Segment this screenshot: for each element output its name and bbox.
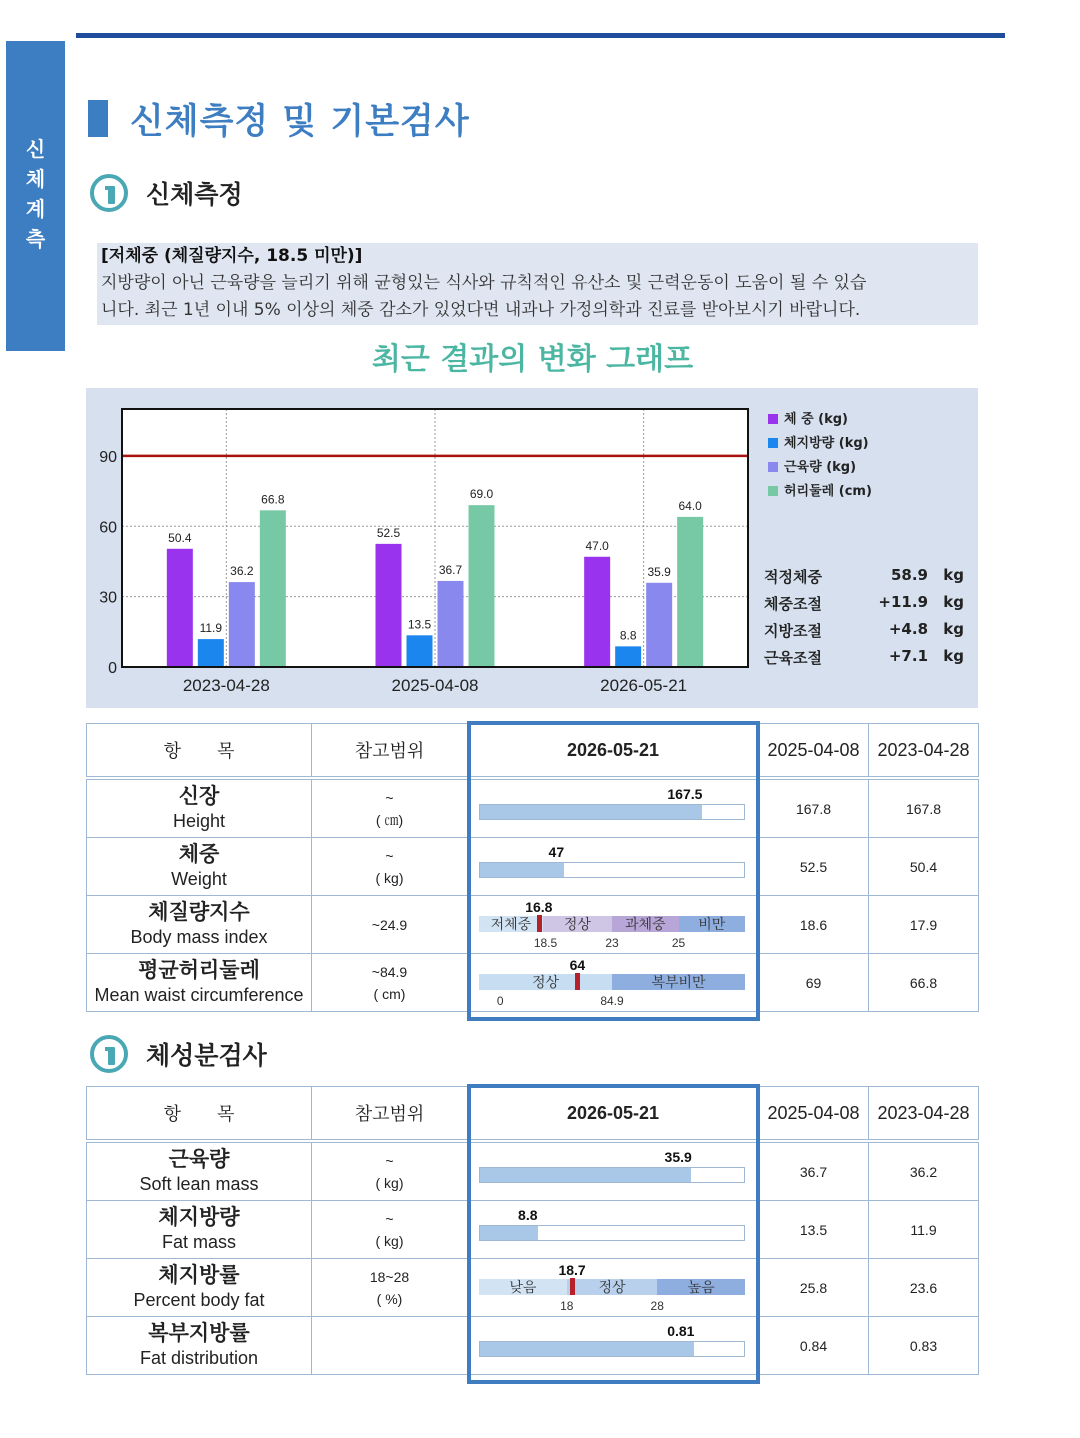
- adjustment-value: +4.8: [888, 620, 928, 638]
- range-tick-label: 18.5: [533, 936, 558, 950]
- item-cell: [87, 1141, 312, 1201]
- item-name-en: Weight: [171, 868, 227, 889]
- ref-range: ~: [385, 1210, 394, 1227]
- x-tick-label: 2025-04-08: [391, 676, 479, 695]
- notice-title: [저체중 (체질량지수, 18.5 미만)]: [101, 246, 363, 266]
- prev-result-2: 23.6: [869, 1259, 979, 1317]
- ref-range: ~: [385, 789, 394, 806]
- chart-legend: [768, 408, 872, 504]
- prev-result-1: 0.84: [759, 1317, 869, 1375]
- range-segment-label: 저체중: [490, 916, 532, 932]
- range-tick-label: 23: [605, 936, 619, 950]
- prev-result-2: 0.83: [869, 1317, 979, 1375]
- ref-range-cell: [312, 1141, 468, 1201]
- item-cell: [87, 1317, 312, 1375]
- prev-result-1: 25.8: [759, 1259, 869, 1317]
- prev-result-1: 52.5: [759, 838, 869, 896]
- item-name-ko: 복부지방률: [148, 1321, 250, 1345]
- prev-result-1: 13.5: [759, 1201, 869, 1259]
- weight-adjustment-panel: [764, 566, 964, 674]
- range-segment-label: 정상: [531, 974, 560, 990]
- header-prev-date-2: 2023-04-28: [869, 724, 979, 779]
- data-label: 11.9: [199, 621, 223, 636]
- prev-result-1: 36.7: [759, 1141, 869, 1201]
- current-column-highlight: [467, 1084, 760, 1384]
- y-tick-label: 90: [99, 448, 117, 466]
- range-tick-label: 84.9: [600, 994, 624, 1008]
- range-segment-label: 복부비만: [651, 974, 706, 990]
- prev-result-2: 11.9: [869, 1201, 979, 1259]
- y-tick-label: 30: [99, 589, 117, 607]
- item-name-en: Soft lean mass: [139, 1173, 259, 1194]
- legend-label: 체 중 (kg): [784, 412, 849, 427]
- range-segment-label: 높음: [687, 1279, 715, 1295]
- ref-range-cell: [312, 1259, 468, 1317]
- legend-entry: [768, 408, 872, 432]
- item-name-ko: 근육량: [168, 1147, 230, 1171]
- prev-result-2: 17.9: [869, 896, 979, 954]
- header-item: 항 목: [87, 1087, 312, 1142]
- item-cell: [87, 778, 312, 838]
- header-item: 항 목: [87, 724, 312, 779]
- item-name-en: Percent body fat: [133, 1289, 265, 1310]
- data-label: 50.4: [168, 530, 192, 545]
- chart-bar: [167, 549, 193, 667]
- item-name-ko: 평균허리둘레: [138, 958, 260, 982]
- adjustment-label: 지방조절: [764, 622, 822, 640]
- result-value: 35.9: [664, 1149, 692, 1165]
- prev-result-1: 167.8: [759, 778, 869, 838]
- data-label: 64.0: [678, 498, 702, 513]
- x-tick-label: 2023-04-28: [182, 676, 270, 695]
- adjustment-value: +11.9: [878, 593, 928, 611]
- chart-bar: [229, 582, 255, 667]
- item-name-en: Body mass index: [130, 926, 268, 947]
- y-tick-label: 0: [108, 660, 117, 677]
- result-value: 47: [548, 844, 565, 860]
- adjustment-row: [764, 593, 964, 620]
- adjustment-unit: kg: [943, 647, 964, 665]
- side-tab-char: 측: [25, 227, 46, 251]
- ref-range-cell: [312, 896, 468, 954]
- prev-result-1: 18.6: [759, 896, 869, 954]
- ref-range-cell: [312, 838, 468, 896]
- result-value: 64: [569, 957, 586, 973]
- data-label: 36.2: [230, 564, 254, 579]
- data-label: 52.5: [376, 525, 401, 540]
- x-tick-label: 2026-05-21: [600, 676, 688, 695]
- data-label: 13.5: [407, 617, 432, 632]
- item-name-en: Fat mass: [161, 1231, 236, 1252]
- section-title-body-composition: 체성분검사: [146, 1041, 267, 1070]
- notice-box: [97, 243, 978, 325]
- ref-range: ~: [385, 1152, 394, 1169]
- item-name-ko: 체지방량: [158, 1205, 240, 1229]
- ref-range: ~84.9: [371, 963, 408, 980]
- result-value: 8.8: [518, 1207, 538, 1223]
- header-prev-date-1: 2025-04-08: [759, 1087, 869, 1142]
- chart-bar: [260, 510, 286, 667]
- side-section-tab: [6, 41, 65, 351]
- header-current-date: 2026-05-21: [468, 1087, 759, 1142]
- ref-unit: ( kg): [375, 869, 404, 886]
- chart-bar: [469, 505, 495, 667]
- legend-label: 체지방량 (kg): [784, 436, 869, 451]
- header-prev-date-2: 2023-04-28: [869, 1087, 979, 1142]
- data-label: 35.9: [647, 564, 671, 579]
- result-value: 167.5: [667, 786, 703, 802]
- item-cell: [87, 838, 312, 896]
- adjustment-unit: kg: [943, 620, 964, 638]
- prev-result-2: 167.8: [869, 778, 979, 838]
- chart-bar: [407, 635, 433, 667]
- ref-unit: ( %): [376, 1290, 403, 1307]
- adjustment-unit: kg: [943, 593, 964, 611]
- legend-swatch: [768, 414, 778, 424]
- prev-result-1: 69: [759, 954, 869, 1012]
- notice-line: 지방량이 아닌 근육량을 늘리기 위해 균형있는 식사와 규칙적인 유산소 및 근력운동이 도움이 될 수 있습: [101, 273, 867, 293]
- item-cell: [87, 1201, 312, 1259]
- section-number-icon: [90, 1035, 128, 1073]
- prev-result-2: 36.2: [869, 1141, 979, 1201]
- ref-range-cell: [312, 954, 468, 1012]
- graph-title: 최근 결과의 변화 그래프: [371, 342, 694, 377]
- item-name-ko: 체중: [178, 842, 220, 866]
- range-segment-label: 정상: [563, 916, 591, 932]
- adjustment-row: [764, 647, 964, 674]
- range-segment-label: 과체중: [624, 916, 666, 932]
- header-prev-date-1: 2025-04-08: [759, 724, 869, 779]
- ref-range-cell: [312, 1317, 468, 1375]
- ref-unit: ( kg): [375, 1232, 404, 1249]
- range-tick-label: 25: [671, 936, 686, 950]
- item-name-ko: 체지방률: [158, 1263, 240, 1287]
- item-name-en: Fat distribution: [139, 1347, 259, 1368]
- ref-unit: ( kg): [375, 1174, 404, 1191]
- header-current-date: 2026-05-21: [468, 724, 759, 779]
- adjustment-row: [764, 620, 964, 647]
- legend-swatch: [768, 438, 778, 448]
- ref-range: ~24.9: [371, 916, 408, 933]
- side-tab-char: 체: [25, 167, 46, 191]
- range-segment-label: 정상: [598, 1279, 626, 1295]
- item-name-en: Mean waist circumference: [94, 984, 304, 1005]
- data-label: 69.0: [469, 487, 494, 502]
- legend-swatch: [768, 486, 778, 496]
- chart-bar: [438, 581, 464, 667]
- range-tick-label: 28: [650, 1299, 664, 1313]
- result-value: 18.7: [558, 1262, 586, 1278]
- ref-range-cell: [312, 1201, 468, 1259]
- item-name-ko: 체질량지수: [148, 900, 250, 924]
- result-value: 16.8: [525, 899, 553, 915]
- title-marker: [88, 100, 108, 137]
- chart-bar: [584, 557, 610, 667]
- header-ref-range: 참고범위: [312, 724, 468, 779]
- legend-entry: [768, 480, 872, 504]
- ref-unit: ( cm): [373, 985, 406, 1002]
- side-tab-char: 계: [25, 197, 46, 221]
- chart-bar: [615, 646, 641, 667]
- adjustment-label: 체중조절: [764, 595, 822, 613]
- adjustment-row: [764, 566, 964, 593]
- chart-bar: [646, 583, 672, 667]
- ref-range: ~: [385, 847, 394, 864]
- legend-label: 허리둘레 (cm): [784, 484, 872, 499]
- legend-swatch: [768, 462, 778, 472]
- item-cell: [87, 896, 312, 954]
- side-tab-char: 신: [25, 137, 46, 161]
- page-title: 신체측정 및 기본검사: [130, 102, 470, 142]
- item-cell: [87, 954, 312, 1012]
- y-tick-label: 60: [99, 519, 117, 537]
- legend-entry: [768, 432, 872, 456]
- header-ref-range: 참고범위: [312, 1087, 468, 1142]
- range-tick-label: 18: [560, 1299, 574, 1313]
- adjustment-unit: kg: [943, 566, 964, 584]
- data-label: 47.0: [585, 538, 609, 553]
- ref-range-cell: [312, 778, 468, 838]
- item-name-en: Height: [172, 810, 226, 831]
- section-title-body-measure: 신체측정: [146, 180, 243, 209]
- data-label: 36.7: [438, 562, 463, 577]
- legend-label: 근육량 (kg): [784, 460, 857, 475]
- adjustment-value: 58.9: [890, 566, 928, 584]
- item-name-ko: 신장: [178, 784, 220, 808]
- ref-unit: ( ㎝): [375, 811, 404, 828]
- notice-line: 니다. 최근 1년 이내 5% 이상의 체중 감소가 있었다면 내과나 가정의학과 진료를 받아보시기 바랍니다.: [101, 300, 861, 320]
- chart-bar: [677, 517, 703, 667]
- data-label: 66.8: [261, 492, 285, 507]
- adjustment-value: +7.1: [888, 647, 928, 665]
- range-segment-label: 비만: [698, 916, 726, 932]
- section-number-icon: [90, 174, 128, 212]
- chart-bar: [376, 544, 402, 667]
- adjustment-label: 근육조절: [764, 649, 822, 667]
- ref-range: 18~28: [369, 1268, 410, 1285]
- prev-result-2: 50.4: [869, 838, 979, 896]
- top-divider: [76, 33, 1005, 38]
- current-column-highlight: [467, 721, 760, 1021]
- data-label: 8.8: [619, 628, 637, 643]
- adjustment-label: 적정체중: [764, 568, 822, 586]
- prev-result-2: 66.8: [869, 954, 979, 1012]
- result-value: 0.81: [667, 1323, 695, 1339]
- item-cell: [87, 1259, 312, 1317]
- chart-bar: [198, 639, 224, 667]
- legend-entry: [768, 456, 872, 480]
- range-segment-label: 낮음: [509, 1279, 537, 1295]
- range-tick-label: 0: [496, 994, 504, 1008]
